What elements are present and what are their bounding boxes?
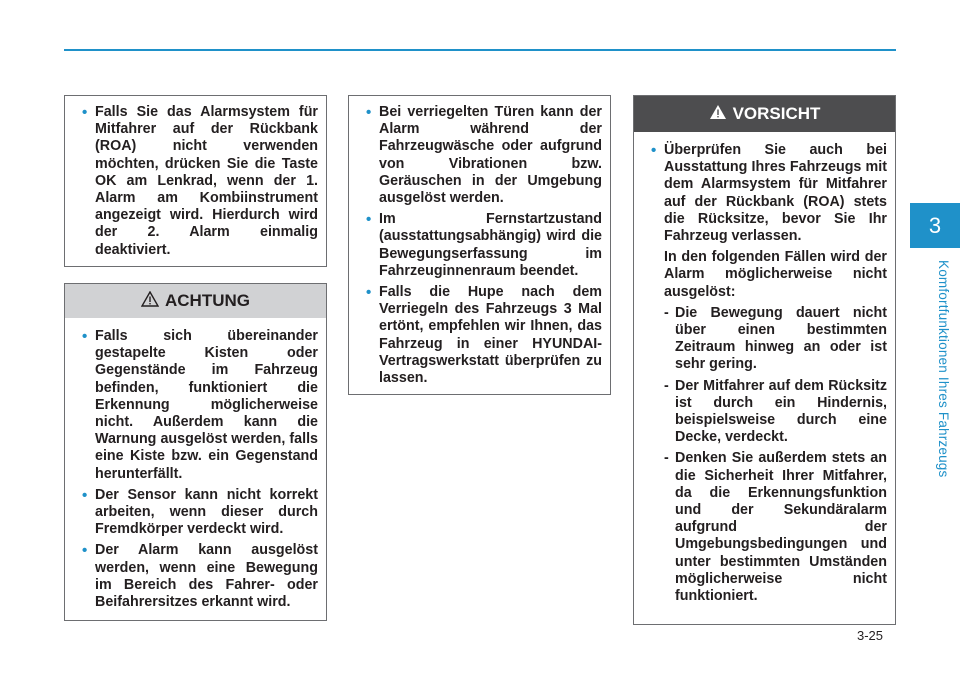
header-rule <box>64 49 896 51</box>
vorsicht-box <box>633 95 896 625</box>
list-item: • Im Fernstartzustand (ausstattungsabhängig) wird die Bewegungserfassung im Fahrzeuginnenraum beendet. <box>357 211 602 280</box>
list-item: • Überprüfen Sie auch bei Ausstattung Ihres Fahrzeugs mit dem Alarmsystem für Mitfahrer auf der Rückbank (ROA) stets die Rücksitze, bevor Sie Ihr Fahrzeug verlassen. <box>642 142 887 245</box>
achtung-title: ACHTUNG <box>165 291 250 310</box>
info-list <box>73 104 318 259</box>
dash-marker: - <box>664 377 669 394</box>
dash-item-text: Die Bewegung dauert nicht über einen bestimmten Zeitraum hinweg an oder ist sehr gering. <box>675 304 887 373</box>
achtung-box <box>64 283 327 621</box>
info-box-middle <box>348 95 611 395</box>
vorsicht-content <box>634 132 895 605</box>
dash-item-text: Denken Sie außerdem stets an die Sicherheit Ihrer Mitfahrer, da die Erkennungsfunktion und der Sekundäralarm aufgrund der Umgebungsbedingungen und unter bestimmten Umständen möglicherweise nicht funktioniert. <box>675 450 887 605</box>
info-box-top-left <box>64 95 327 267</box>
warning-triangle-icon <box>141 291 159 312</box>
chapter-title: Komfortfunktionen Ihres Fahrzeugs <box>936 260 951 478</box>
list-item: • Falls Sie das Alarmsystem für Mitfahrer auf der Rückbank (ROA) nicht verwenden möchten, drücken Sie die Taste OK am Lenkrad, wenn der 1. Alarm am Kombiinstrument angezeigt wird. Hierdurch wird der 2. Alarm einmalig deaktiviert. <box>73 104 318 259</box>
page-number: 3-25 <box>857 628 884 643</box>
dash-list-item <box>642 450 887 605</box>
vorsicht-list <box>642 142 887 245</box>
dash-item-text: Der Mitfahrer auf dem Rücksitz ist durch ein Hindernis, beispielsweise durch eine Decke, verdeckt. <box>675 377 887 446</box>
list-item: • Bei verriegelten Türen kann der Alarm während der Fahrzeugwäsche oder aufgrund von Vibrationen bzw. Geräuschen in der Umgebung ausgelöst werden. <box>357 104 602 207</box>
chapter-number-tab <box>910 203 960 248</box>
vorsicht-header <box>634 96 895 132</box>
info-list <box>357 104 602 387</box>
list-item: • Der Alarm kann ausgelöst werden, wenn eine Bewegung im Bereich des Fahrer- oder Beifahrersitzes erkannt wird. <box>73 542 318 611</box>
chapter-number: 3 <box>928 212 942 238</box>
dash-list-item <box>642 378 887 447</box>
dash-list-item <box>642 305 887 374</box>
list-item: • Falls sich übereinander gestapelte Kisten oder Gegenstände im Fahrzeug befinden, funktioniert die Erkennung möglicherweise nicht. Außerdem kann die Warnung ausgelöst werden, falls eine Kiste bzw. ein Gegenstand herunterfällt. <box>73 328 318 483</box>
warning-triangle-icon <box>709 104 727 125</box>
dash-marker: - <box>664 304 669 321</box>
achtung-list <box>65 318 326 611</box>
vorsicht-title: VORSICHT <box>732 104 821 123</box>
achtung-header <box>65 284 326 318</box>
list-item: • Falls die Hupe nach dem Verriegeln des Fahrzeugs 3 Mal ertönt, empfehlen wir Ihnen, das Fahrzeug in einer HYUNDAI-Vertragswerkstatt überprüfen zu lassen. <box>357 284 602 387</box>
vorsicht-paragraph: In den folgenden Fällen wird der Alarm möglicherweise nicht ausgelöst: <box>664 249 887 300</box>
list-item: • Der Sensor kann nicht korrekt arbeiten, wenn dieser durch Fremdkörper verdeckt wird. <box>73 487 318 539</box>
dash-marker: - <box>664 450 669 467</box>
